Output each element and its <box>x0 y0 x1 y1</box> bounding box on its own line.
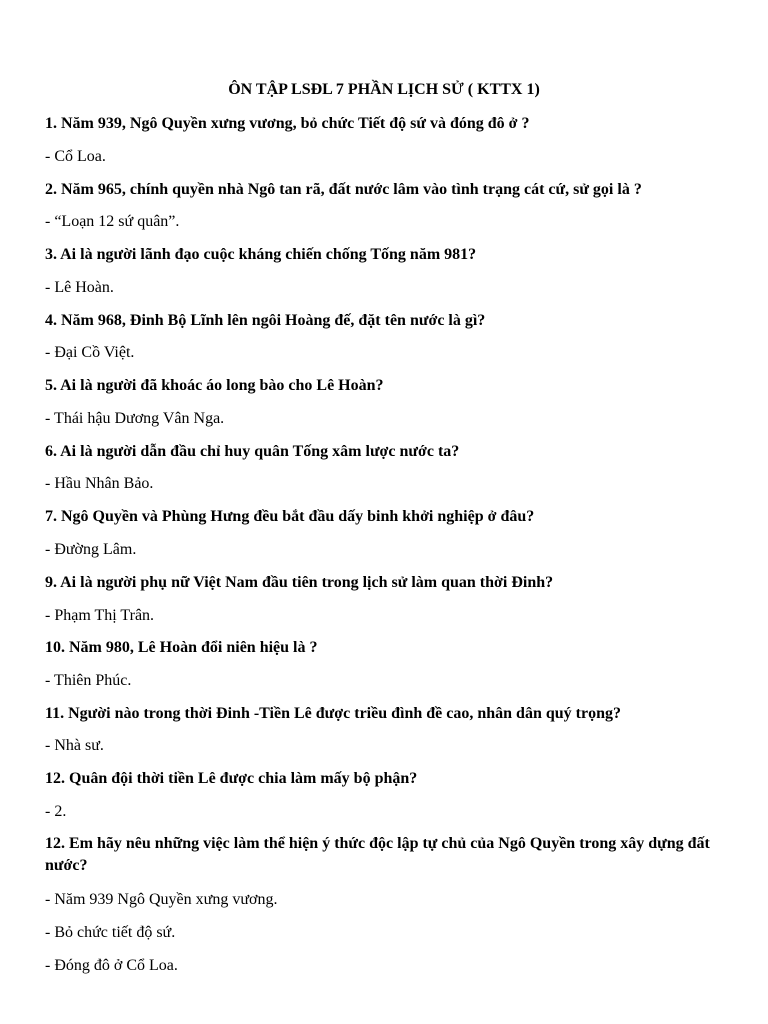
answer-11: - Nhà sư. <box>45 737 104 754</box>
question-2: 2. Năm 965, chính quyền nhà Ngô tan rã, đất nước lâm vào tình trạng cát cứ, sử gọi là ? <box>45 181 642 198</box>
answer-12b-1: - Năm 939 Ngô Quyền xưng vương. <box>45 891 278 908</box>
question-6: 6. Ai là người dẫn đầu chỉ huy quân Tống xâm lược nước ta? <box>45 443 460 460</box>
question-9: 9. Ai là người phụ nữ Việt Nam đầu tiên trong lịch sử làm quan thời Đinh? <box>45 574 554 591</box>
answer-6: - Hầu Nhân Bảo. <box>45 475 154 492</box>
answer-5: - Thái hậu Dương Vân Nga. <box>45 410 225 427</box>
answer-12b-2: - Bỏ chức tiết độ sứ. <box>45 924 176 941</box>
question-5: 5. Ai là người đã khoác áo long bào cho Lê Hoàn? <box>45 377 384 394</box>
question-3: 3. Ai là người lãnh đạo cuộc kháng chiến chống Tống năm 981? <box>45 246 477 263</box>
question-10: 10. Năm 980, Lê Hoàn đổi niên hiệu là ? <box>45 639 318 656</box>
answer-12a: - 2. <box>45 803 67 820</box>
answer-10: - Thiên Phúc. <box>45 672 132 689</box>
answer-2: - “Loạn 12 sứ quân”. <box>45 213 180 230</box>
question-12b: 12. Em hãy nêu những việc làm thể hiện ý thức độc lập tự chủ của Ngô Quyền trong xây dựng đất nước? <box>45 835 710 874</box>
answer-3: - Lê Hoàn. <box>45 279 114 296</box>
question-11: 11. Người nào trong thời Đinh -Tiền Lê được triều đình đề cao, nhân dân quý trọng? <box>45 705 621 722</box>
answer-4: - Đại Cồ Việt. <box>45 344 135 361</box>
question-1: 1. Năm 939, Ngô Quyền xưng vương, bỏ chức Tiết độ sứ và đóng đô ở ? <box>45 115 530 132</box>
answer-1: - Cổ Loa. <box>45 148 106 165</box>
answer-12b-3: - Đóng đô ở Cổ Loa. <box>45 957 178 974</box>
answer-9: - Phạm Thị Trân. <box>45 607 155 624</box>
question-7: 7. Ngô Quyền và Phùng Hưng đều bắt đầu dấy binh khởi nghiệp ở đâu? <box>45 508 535 525</box>
document-title: ÔN TẬP LSĐL 7 PHẦN LỊCH SỬ ( KTTX 1) <box>228 81 540 98</box>
answer-7: - Đường Lâm. <box>45 541 137 558</box>
question-12a: 12. Quân đội thời tiền Lê được chia làm mấy bộ phận? <box>45 770 418 787</box>
question-4: 4. Năm 968, Đinh Bộ Lĩnh lên ngôi Hoàng đế, đặt tên nước là gì? <box>45 312 486 329</box>
